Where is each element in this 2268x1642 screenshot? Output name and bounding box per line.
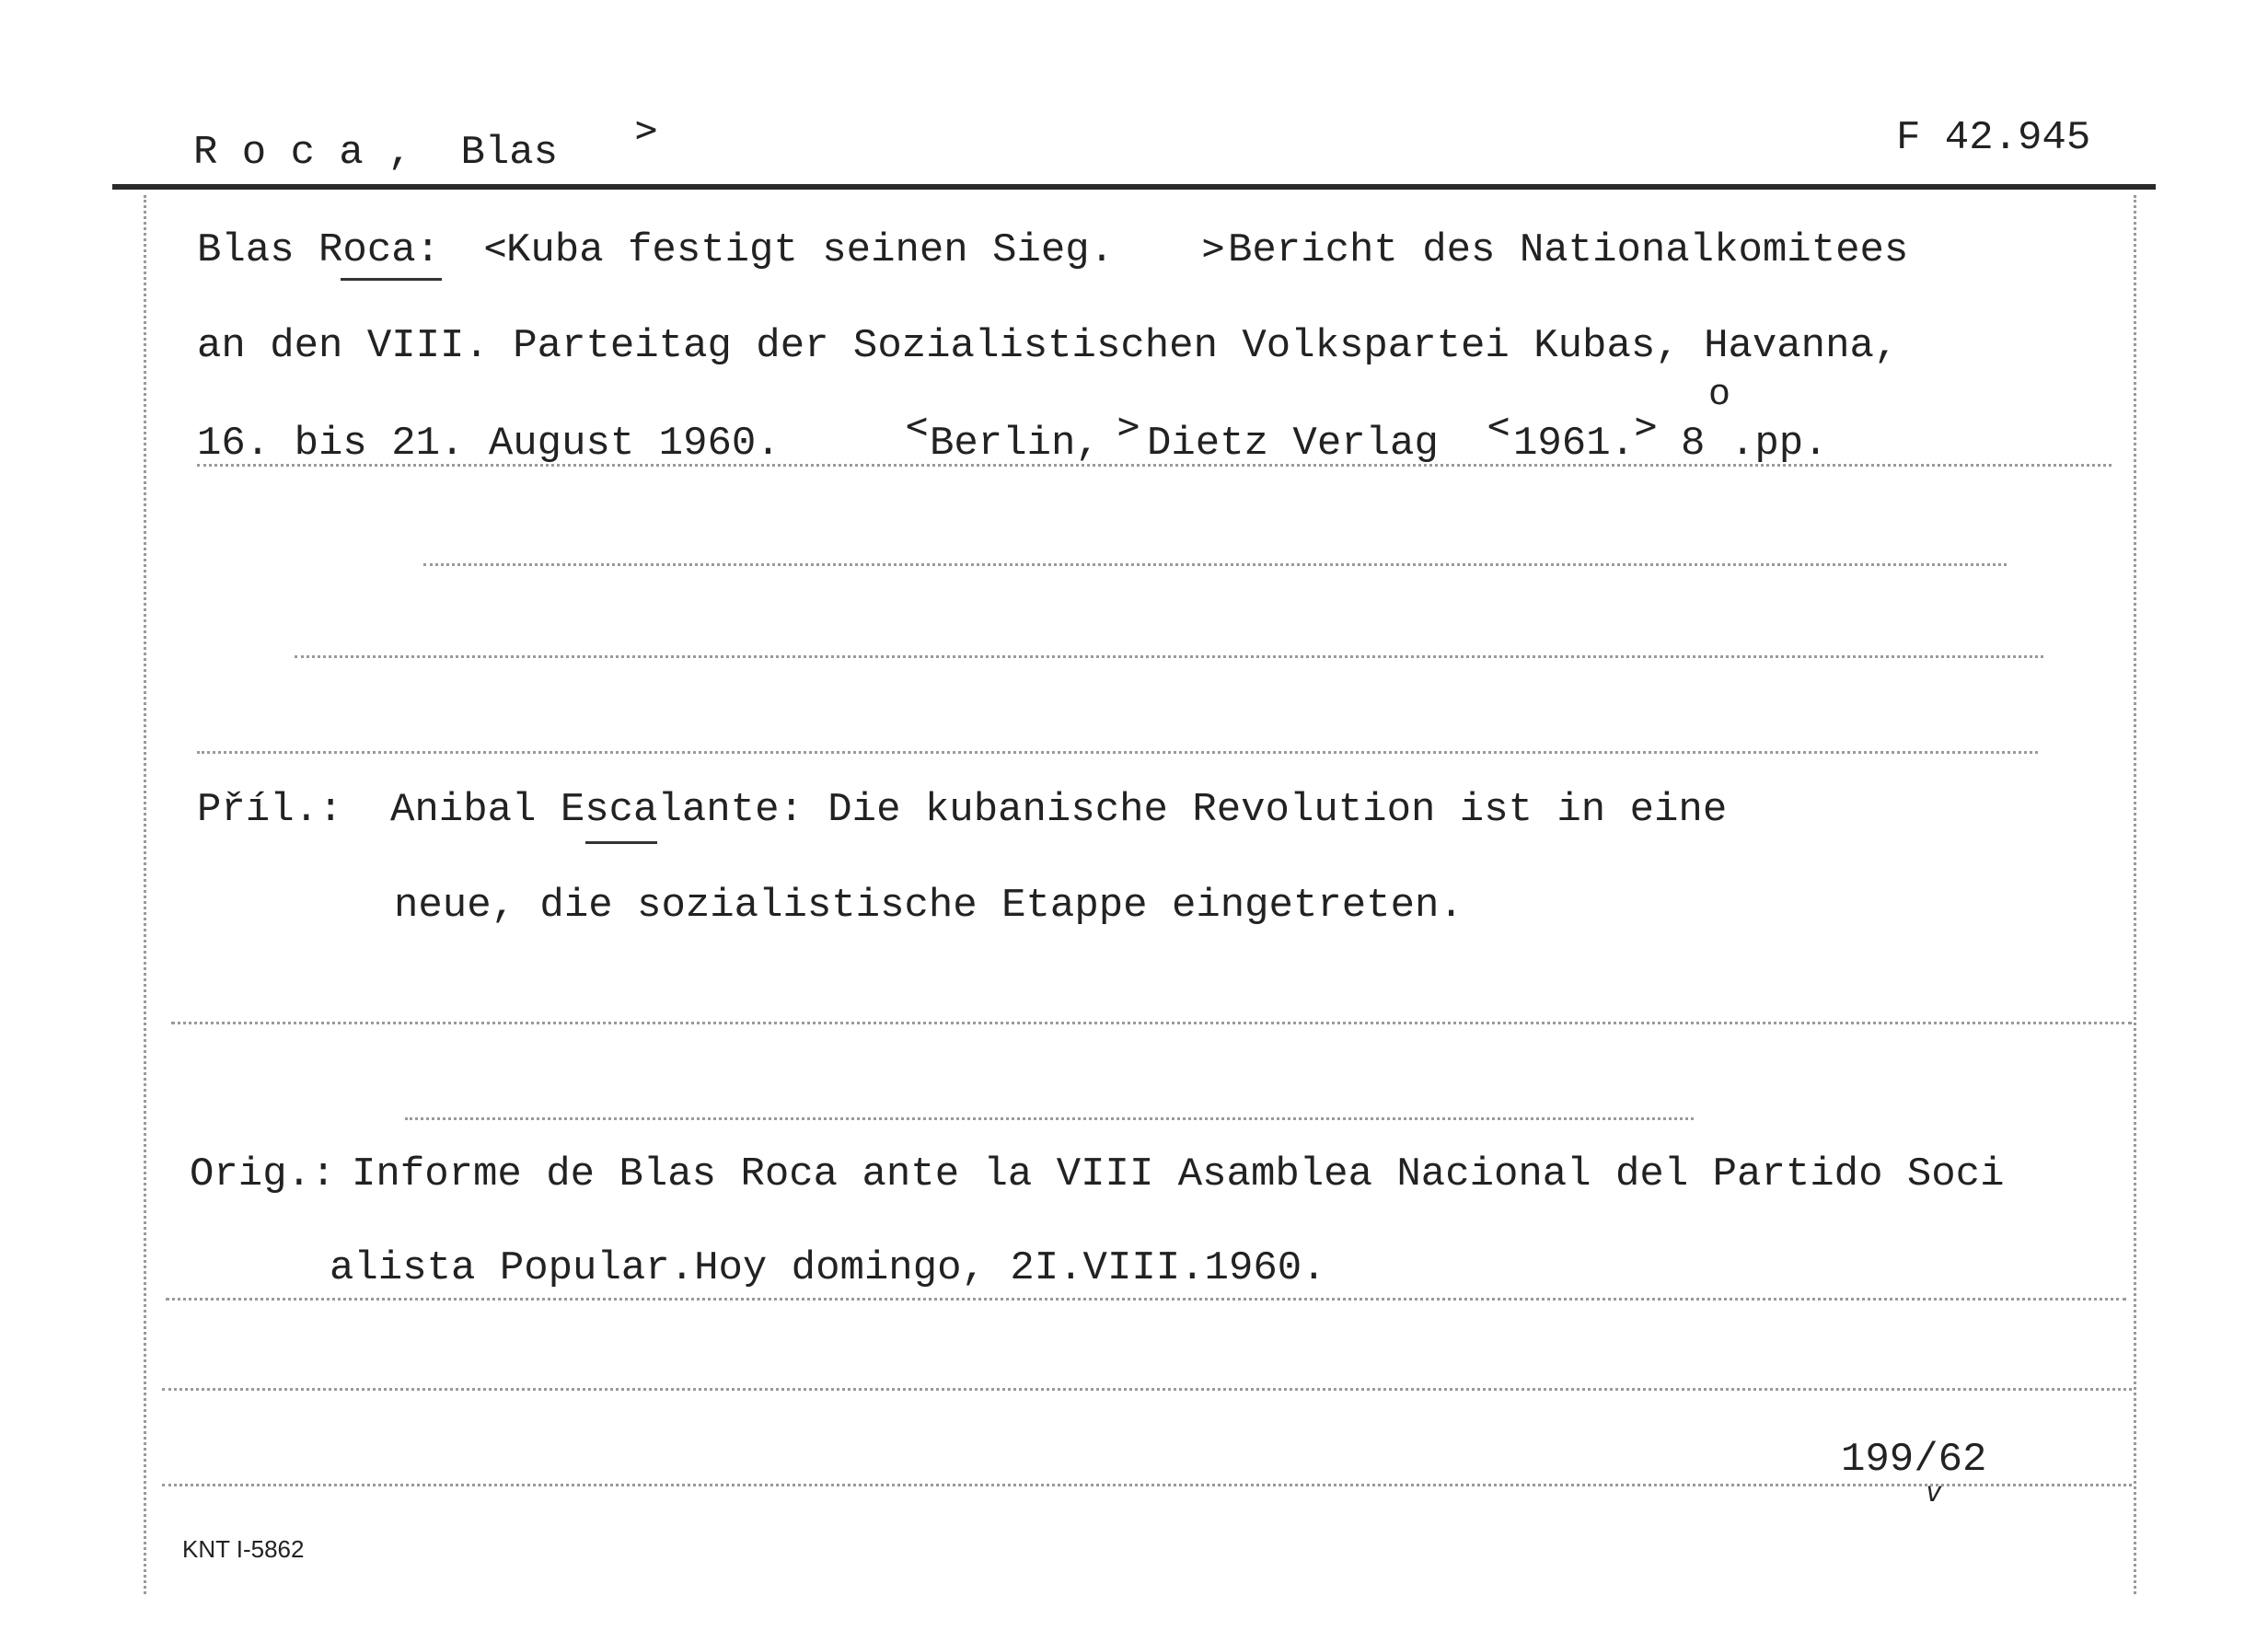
entry-year: 1961. bbox=[1513, 421, 1636, 467]
guide-line bbox=[295, 655, 2043, 658]
open-bracket-mark: < bbox=[1487, 405, 1510, 447]
close-bracket-mark: > bbox=[1202, 226, 1225, 269]
guide-line bbox=[166, 1298, 2126, 1301]
author-underline bbox=[341, 278, 442, 281]
acquisition-number: 199/62 bbox=[1841, 1437, 1987, 1483]
guide-line bbox=[197, 464, 2112, 467]
close-bracket-mark: > bbox=[635, 109, 658, 151]
original-line-1: Informe de Blas Roca ante la VIII Asamblea Nacional del Partido Soci bbox=[352, 1151, 2005, 1197]
card-author-heading: R o c a , Blas bbox=[193, 130, 559, 176]
appendix-author-underline bbox=[585, 841, 657, 844]
close-bracket-mark: > bbox=[1635, 405, 1658, 447]
entry-subtitle: Bericht des Nationalkomitees bbox=[1228, 227, 1909, 273]
left-border bbox=[144, 195, 146, 1594]
right-border bbox=[2134, 195, 2136, 1594]
original-line-2: alista Popular.Hoy domingo, 2I.VIII.1960. bbox=[330, 1245, 1326, 1291]
check-mark: v bbox=[1926, 1476, 1943, 1509]
appendix-label: Příl.: bbox=[197, 787, 343, 833]
entry-format: 8 bbox=[1681, 421, 1706, 467]
appendix-line-1: Anibal Escalante: Die kubanische Revolution ist in eine bbox=[390, 787, 1728, 833]
guide-line bbox=[405, 1117, 1694, 1120]
entry-dates: 16. bis 21. August 1960. bbox=[197, 421, 781, 467]
header-rule bbox=[112, 184, 2156, 190]
open-bracket-mark: < bbox=[906, 405, 929, 447]
call-number: F 42.945 bbox=[1896, 115, 2091, 161]
entry-place: Berlin, bbox=[930, 421, 1100, 467]
entry-title: Kuba festigt seinen Sieg. bbox=[506, 227, 1115, 273]
original-label: Orig.: bbox=[190, 1151, 336, 1197]
guide-line bbox=[162, 1484, 2132, 1486]
entry-publisher: Dietz Verlag bbox=[1147, 421, 1439, 467]
guide-line bbox=[197, 751, 2038, 754]
open-bracket-mark: < bbox=[484, 226, 507, 269]
card-code: KNT I-5862 bbox=[182, 1535, 305, 1563]
close-bracket-mark: > bbox=[1117, 405, 1140, 447]
guide-line bbox=[423, 563, 2007, 566]
appendix-line-2: neue, die sozialistische Etappe eingetreten. bbox=[394, 883, 1464, 929]
entry-pages: .pp. bbox=[1730, 421, 1828, 467]
entry-format-degree: o bbox=[1708, 375, 1731, 416]
guide-line bbox=[171, 1022, 2132, 1024]
entry-line-2: an den VIII. Parteitag der Sozialistischen Volkspartei Kubas, Havanna, bbox=[197, 323, 1899, 369]
entry-author: Blas Roca: bbox=[197, 227, 441, 273]
guide-line bbox=[162, 1388, 2132, 1391]
